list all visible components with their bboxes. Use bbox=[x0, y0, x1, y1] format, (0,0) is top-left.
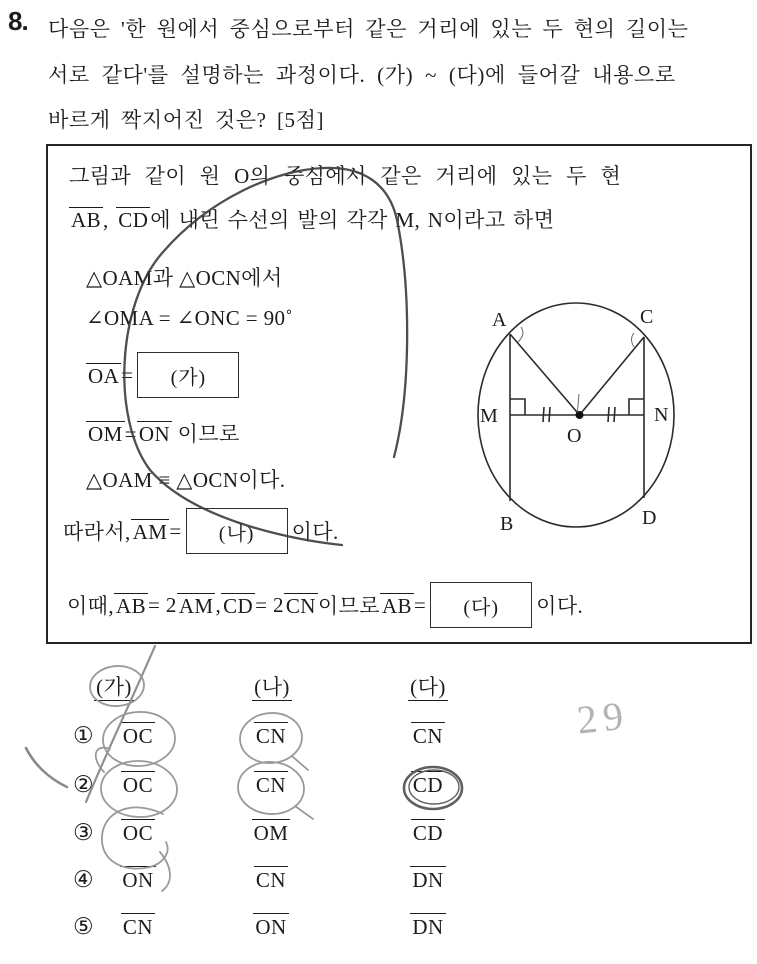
proof-intro-line2 bbox=[69, 204, 554, 234]
separator: , bbox=[215, 592, 222, 617]
circle-diagram bbox=[462, 290, 692, 550]
line-OA bbox=[510, 334, 580, 415]
angle-mark-A bbox=[518, 327, 523, 342]
stray-pen-tick bbox=[578, 394, 580, 411]
option-4-da: DN bbox=[412, 868, 444, 892]
equals-sign: = bbox=[121, 362, 134, 387]
proof-intro-line2-rest: 에 내린 수선의 발의 각각 M, N이라고 하면 bbox=[150, 208, 555, 232]
header-ga-label: (가) bbox=[96, 675, 132, 699]
segment-OM: OM bbox=[88, 422, 123, 446]
header-na-label: (나) bbox=[254, 675, 290, 699]
option-column-header-na bbox=[242, 671, 302, 701]
option-1-number: ① bbox=[73, 723, 94, 748]
option-2-number: ② bbox=[73, 772, 94, 797]
option-5-na: ON bbox=[255, 915, 287, 939]
blank-ga-box: (가) bbox=[137, 352, 239, 398]
segment-AM: AM bbox=[132, 519, 168, 544]
option-column-header-da bbox=[398, 671, 458, 701]
label-N: N bbox=[654, 404, 669, 426]
option-4-na: CN bbox=[255, 868, 287, 892]
segment-AB: AB bbox=[381, 593, 412, 618]
proof-statement-am bbox=[63, 508, 339, 554]
option-1-da: CN bbox=[412, 724, 444, 748]
right-angle-mark-N bbox=[629, 399, 644, 415]
segment-CD: CD bbox=[118, 208, 149, 232]
proof-s7-post: 이다. bbox=[536, 594, 584, 618]
question-text-line1: 다음은 '한 원에서 중심으로부터 같은 거리에 있는 두 현의 길이는 bbox=[48, 17, 689, 41]
label-C: C bbox=[640, 306, 654, 328]
proof-s6-pre: 따라서, bbox=[63, 520, 131, 544]
blank-da-box: (다) bbox=[430, 582, 532, 628]
segment-CN: CN bbox=[285, 593, 316, 618]
option-column-header-ga bbox=[84, 671, 144, 701]
segment-CD: CD bbox=[223, 593, 254, 618]
pencil-check-mark bbox=[26, 748, 67, 787]
angle-mark-C bbox=[632, 333, 635, 347]
option-3-number: ③ bbox=[73, 820, 94, 845]
proof-statement-oa bbox=[86, 352, 243, 398]
option-2-ga: OC bbox=[122, 773, 154, 797]
lasso-option2-ga-tail bbox=[96, 748, 110, 772]
center-point bbox=[576, 411, 584, 419]
label-M: M bbox=[480, 405, 498, 427]
line-OC bbox=[580, 337, 645, 415]
separator: , bbox=[102, 208, 117, 232]
tick-mark-ON bbox=[608, 407, 609, 422]
lasso-option2-na-tail bbox=[295, 806, 313, 819]
blank-na-box: (나) bbox=[186, 508, 288, 554]
circle-outline bbox=[478, 303, 674, 527]
equals-sign: = bbox=[413, 592, 427, 617]
option-5-number: ⑤ bbox=[73, 914, 94, 939]
tick-mark-ON bbox=[614, 407, 615, 422]
proof-s7-pre: 이때, bbox=[67, 594, 115, 618]
option-5-ga: CN bbox=[122, 915, 154, 939]
proof-statement-triangles: △OAM과 △OCN에서 bbox=[86, 266, 283, 290]
option-4-ga: ON bbox=[122, 868, 154, 892]
proof-s6-post: 이다. bbox=[291, 520, 339, 544]
right-angle-mark-M bbox=[510, 399, 525, 415]
segment-AB: AB bbox=[71, 208, 101, 232]
option-2-da: CD bbox=[412, 773, 444, 797]
option-3-na: OM bbox=[253, 821, 289, 845]
option-3-da: CD bbox=[412, 821, 444, 845]
handwritten-scribble: 29 bbox=[574, 692, 632, 743]
equals-two: = 2 bbox=[148, 592, 177, 617]
proof-statement-angles: ∠OMA = ∠ONC = 90˚ bbox=[86, 306, 293, 330]
label-D: D bbox=[642, 507, 657, 529]
header-da-label: (다) bbox=[410, 675, 446, 699]
proof-s4-rest: 이므로 bbox=[172, 422, 240, 446]
lasso-option1-na-tail bbox=[293, 757, 308, 770]
label-O: O bbox=[567, 425, 582, 447]
equals-sign: = bbox=[124, 422, 137, 446]
proof-s7-mid: 이므로 bbox=[317, 594, 380, 618]
proof-statement-om-on bbox=[86, 418, 240, 448]
option-2-na: CN bbox=[255, 773, 287, 797]
label-B: B bbox=[500, 513, 514, 535]
question-text-line2: 서로 같다'를 설명하는 과정이다. (가) ~ (다)에 들어갈 내용으로 bbox=[48, 63, 676, 87]
segment-OA: OA bbox=[88, 363, 120, 388]
equals-sign: = bbox=[169, 518, 182, 543]
proof-statement-congruence: △OAM ≡ △OCN이다. bbox=[86, 468, 286, 492]
segment-AM: AM bbox=[178, 593, 214, 618]
proof-statement-conclusion bbox=[67, 582, 583, 628]
equals-two: = 2 bbox=[255, 592, 284, 617]
tick-mark-OM bbox=[549, 407, 550, 422]
option-3-ga: OC bbox=[122, 821, 154, 845]
segment-AB: AB bbox=[116, 593, 147, 618]
segment-ON: ON bbox=[138, 422, 171, 446]
option-1-ga: OC bbox=[122, 724, 154, 748]
label-A: A bbox=[492, 309, 507, 331]
question-text-line3: 바르게 짝지어진 것은? [5점] bbox=[48, 108, 325, 132]
option-5-da: DN bbox=[412, 915, 444, 939]
question-number: 8. bbox=[8, 6, 28, 36]
tick-mark-OM bbox=[543, 407, 544, 422]
option-4-number: ④ bbox=[73, 867, 94, 892]
proof-box bbox=[46, 144, 752, 644]
proof-intro-line1: 그림과 같이 원 O의 중심에서 같은 거리에 있는 두 현 bbox=[69, 164, 622, 188]
option-1-na: CN bbox=[255, 724, 287, 748]
